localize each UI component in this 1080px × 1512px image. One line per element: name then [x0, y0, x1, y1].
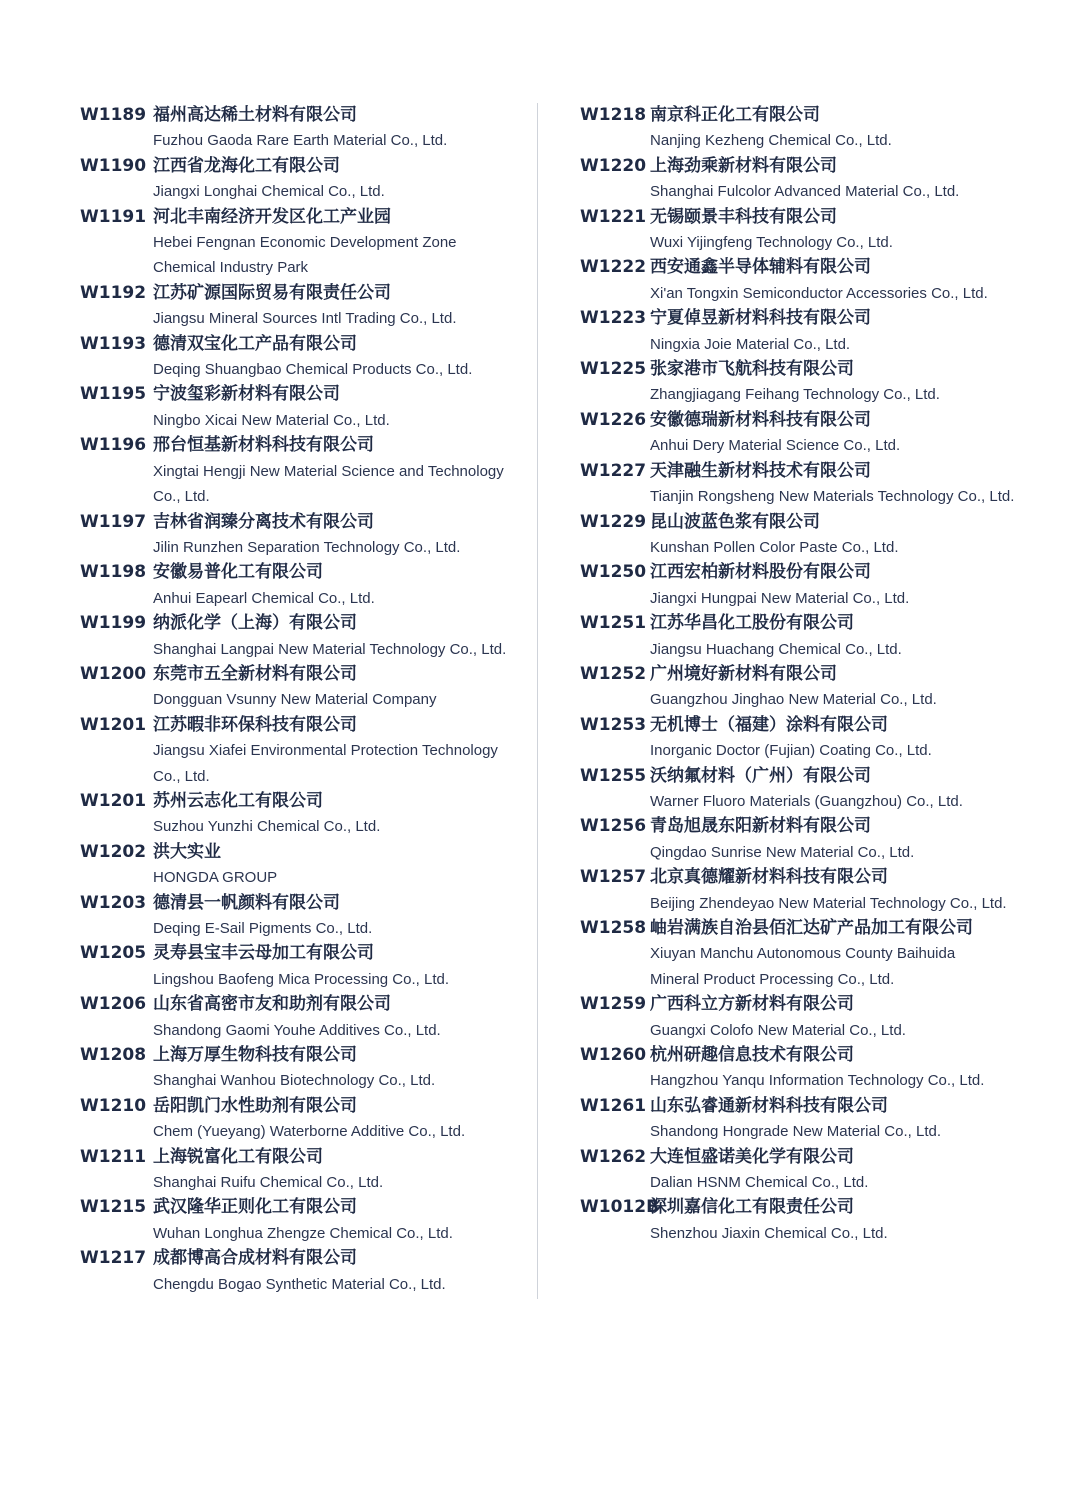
booth-code-text: W1225 [580, 359, 647, 380]
company-name-english: Inorganic Doctor (Fujian) Coating Co., Ltd. [650, 742, 932, 760]
booth-code-text: W1261 [580, 1095, 647, 1116]
company-name-english: Wuxi Yijingfeng Technology Co., Ltd. [650, 234, 893, 252]
booth-code [552, 1094, 650, 1119]
company-name-english: Ningxia Joie Material Co., Ltd. [650, 335, 851, 353]
company-names [153, 891, 530, 942]
company-names [650, 255, 1027, 306]
company-name-english: Shanghai Ruifu Chemical Co., Ltd. [153, 1174, 384, 1192]
company-names [650, 865, 1027, 916]
booth-code: W1201 [80, 714, 147, 735]
company-name-english: Wuhan Longhua Zhengze Chemical Co., Ltd. [153, 1224, 453, 1242]
company-name-chinese: 深圳嘉信化工有限责任公司 [650, 1197, 854, 1218]
booth-code [552, 103, 650, 128]
exhibitor-entry [552, 814, 1027, 865]
exhibitor-entry [80, 205, 530, 281]
company-name-english: Shanghai Langpai New Material Technology Co., Ltd. [153, 640, 507, 658]
booth-code: W1196 [80, 435, 147, 456]
exhibitor-entry [552, 1195, 1027, 1246]
company-name-english: Suzhou Yunzhi Chemical Co., Ltd. [153, 818, 381, 836]
booth-code-text: W1222 [580, 257, 647, 278]
company-name-chinese: 山东省高密市友和助剂有限公司 [153, 994, 391, 1015]
exhibitor-entry [80, 1094, 530, 1145]
company-name-chinese: 西安通鑫半导体辅料有限公司 [650, 257, 871, 278]
company-names [153, 713, 530, 789]
company-names [650, 357, 1027, 408]
exhibitor-entry [80, 103, 530, 154]
company-names [153, 560, 530, 611]
booth-code: W1210 [80, 1095, 147, 1116]
company-name-english: Jiangxi Longhai Chemical Co., Ltd. [153, 183, 385, 201]
company-name-english: Guangzhou Jinghao New Material Co., Ltd. [650, 691, 937, 709]
exhibitor-entry [552, 560, 1027, 611]
booth-code: W1205 [80, 943, 147, 964]
company-name-chinese: 河北丰南经济开发区化工产业园 [153, 206, 391, 227]
right-column [552, 103, 1027, 1246]
exhibitor-entry [80, 662, 530, 713]
booth-code-text: W1221 [580, 206, 647, 227]
company-names [650, 459, 1027, 510]
company-names [153, 662, 530, 713]
booth-code: W1197 [80, 511, 147, 532]
booth-code [552, 713, 650, 738]
company-name-chinese: 江苏矿源国际贸易有限责任公司 [153, 282, 391, 303]
company-name-english: Chem (Yueyang) Waterborne Additive Co., Ltd. [153, 1123, 466, 1141]
booth-code [552, 510, 650, 535]
company-names [153, 103, 530, 154]
booth-code: W1200 [80, 663, 147, 684]
exhibitor-entry [80, 789, 530, 840]
company-name-chinese: 安徽易普化工有限公司 [153, 562, 323, 583]
company-name-chinese: 上海锐富化工有限公司 [153, 1146, 323, 1167]
exhibitor-entry [552, 255, 1027, 306]
exhibitor-entry [80, 891, 530, 942]
exhibitor-entry [552, 408, 1027, 459]
exhibitor-entry [552, 662, 1027, 713]
booth-code [552, 916, 650, 941]
exhibitor-entry [552, 103, 1027, 154]
company-name-chinese: 武汉隆华正则化工有限公司 [153, 1197, 357, 1218]
column-divider [537, 103, 538, 1299]
booth-code-text: W1258 [580, 918, 647, 938]
booth-code: W1198 [80, 562, 147, 583]
company-name-english: Jiangxi Hungpai New Material Co., Ltd. [650, 589, 910, 607]
booth-code-text: W1253 [580, 714, 647, 735]
company-name-english: Xiuyan Manchu Autonomous County Baihuida Mineral Product Processing Co., Ltd. [650, 945, 956, 988]
company-name-chinese: 福州高达稀土材料有限公司 [153, 105, 357, 125]
exhibitor-entry [80, 510, 530, 561]
company-names [153, 1145, 530, 1196]
booth-code-text: W1256 [580, 816, 647, 837]
company-name-english: Chengdu Bogao Synthetic Material Co., Ltd. [153, 1275, 446, 1293]
company-name-english: Deqing E-Sail Pigments Co., Ltd. [153, 920, 373, 937]
exhibitor-entry [552, 1145, 1027, 1196]
company-names [650, 764, 1027, 815]
company-name-chinese: 成都博高合成材料有限公司 [153, 1248, 357, 1269]
company-name-english: Deqing Shuangbao Chemical Products Co., Ltd. [153, 361, 473, 379]
company-name-chinese: 上海劲乘新材料有限公司 [650, 155, 837, 176]
booth-code-text: W1220 [580, 155, 647, 176]
exhibitor-entry [552, 306, 1027, 357]
booth-code: W1190 [80, 155, 147, 176]
exhibitor-entry [80, 611, 530, 662]
booth-code [552, 764, 650, 789]
company-name-chinese: 德清双宝化工产品有限公司 [153, 333, 357, 354]
company-name-chinese: 广西科立方新材料有限公司 [650, 994, 854, 1015]
company-name-chinese: 大连恒盛诺美化学有限公司 [650, 1146, 854, 1167]
booth-code [552, 154, 650, 179]
booth-code-text: W1012B [580, 1197, 660, 1218]
company-names [153, 992, 530, 1043]
left-column [80, 103, 530, 1297]
booth-code-text: W1218 [580, 105, 647, 125]
booth-code: W1202 [80, 841, 147, 862]
company-name-english: Xi'an Tongxin Semiconductor Accessories Co., Ltd. [650, 284, 988, 302]
company-names [153, 1246, 530, 1297]
company-names [650, 1094, 1027, 1145]
exhibitor-entry [552, 510, 1027, 561]
booth-code-text: W1260 [580, 1045, 647, 1066]
booth-code-text: W1250 [580, 562, 647, 583]
company-name-english: Zhangjiagang Feihang Technology Co., Ltd. [650, 386, 940, 404]
company-name-chinese: 南京科正化工有限公司 [650, 105, 820, 125]
booth-code [552, 1043, 650, 1068]
company-names [650, 713, 1027, 764]
company-names [650, 205, 1027, 256]
booth-code [552, 459, 650, 484]
company-name-chinese: 江西宏柏新材料股份有限公司 [650, 562, 871, 583]
booth-code: W1199 [80, 613, 147, 634]
exhibitor-entry [552, 916, 1027, 992]
company-name-english: Jiangsu Xiafei Environmental Protection Technology Co., Ltd. [153, 742, 498, 785]
company-name-chinese: 青岛旭晟东阳新材料有限公司 [650, 816, 871, 837]
company-name-english: Anhui Dery Material Science Co., Ltd. [650, 437, 901, 455]
booth-code [552, 560, 650, 585]
company-name-english: Nanjing Kezheng Chemical Co., Ltd. [650, 132, 892, 150]
booth-code: W1211 [80, 1146, 147, 1167]
company-name-english: Qingdao Sunrise New Material Co., Ltd. [650, 843, 915, 861]
company-name-english: Fuzhou Gaoda Rare Earth Material Co., Ltd. [153, 132, 448, 150]
exhibitor-entry [552, 713, 1027, 764]
exhibitor-entry [552, 357, 1027, 408]
company-names [650, 560, 1027, 611]
booth-code: W1201 [80, 790, 147, 811]
company-name-chinese: 灵寿县宝丰云母加工有限公司 [153, 943, 374, 964]
company-name-english: Lingshou Baofeng Mica Processing Co., Ltd. [153, 970, 450, 988]
exhibitor-entry [552, 764, 1027, 815]
booth-code-text: W1251 [580, 613, 647, 634]
exhibitor-entry [552, 459, 1027, 510]
company-name-english: Jiangsu Mineral Sources Intl Trading Co., Ltd. [153, 310, 457, 328]
company-name-english: Shandong Gaomi Youhe Additives Co., Ltd. [153, 1021, 441, 1039]
booth-code: W1208 [80, 1045, 147, 1066]
company-name-english: Shandong Hongrade New Material Co., Ltd. [650, 1123, 942, 1141]
booth-code: W1203 [80, 892, 147, 913]
company-name-chinese: 东莞市五全新材料有限公司 [153, 663, 357, 684]
booth-code [552, 611, 650, 636]
company-names [153, 1094, 530, 1145]
company-name-chinese: 杭州研趣信息技术有限公司 [650, 1045, 854, 1066]
company-names [153, 332, 530, 383]
exhibitor-entry [80, 433, 530, 509]
exhibitor-entry [552, 611, 1027, 662]
company-name-english: Shanghai Wanhou Biotechnology Co., Ltd. [153, 1072, 436, 1090]
company-names [650, 1195, 1027, 1246]
company-name-chinese: 邢台恒基新材料科技有限公司 [153, 435, 374, 456]
exhibitor-entry [80, 941, 530, 992]
company-names [650, 916, 1027, 992]
company-name-chinese: 德清县一帆颜料有限公司 [153, 892, 340, 913]
booth-code [552, 865, 650, 890]
company-names [153, 840, 530, 891]
company-name-chinese: 天津融生新材料技术有限公司 [650, 460, 871, 481]
company-names [153, 205, 530, 281]
exhibitor-entry [80, 992, 530, 1043]
company-name-english: Beijing Zhendeyao New Material Technology Co., Ltd. [650, 894, 1007, 912]
booth-code-text: W1262 [580, 1146, 647, 1167]
company-names [650, 103, 1027, 154]
company-names [650, 1145, 1027, 1196]
company-names [650, 408, 1027, 459]
company-name-chinese: 江苏暇非环保科技有限公司 [153, 714, 357, 735]
company-name-english: HONGDA GROUP [153, 869, 278, 887]
booth-code: W1191 [80, 206, 147, 227]
company-name-chinese: 张家港市飞航科技有限公司 [650, 359, 854, 380]
booth-code-text: W1257 [580, 867, 647, 888]
company-name-chinese: 昆山波蓝色浆有限公司 [650, 511, 820, 532]
company-name-english: Ningbo Xicai New Material Co., Ltd. [153, 411, 390, 429]
exhibitor-entry [80, 332, 530, 383]
company-names [153, 1043, 530, 1094]
booth-code-text: W1252 [580, 663, 647, 684]
company-name-english: Hebei Fengnan Economic Development Zone Chemical Industry Park [153, 234, 457, 277]
company-name-chinese: 江西省龙海化工有限公司 [153, 155, 340, 176]
company-names [650, 992, 1027, 1043]
booth-code-text: W1226 [580, 409, 647, 430]
company-name-chinese: 吉林省润臻分离技术有限公司 [153, 511, 374, 532]
exhibitor-entry [80, 154, 530, 205]
booth-code [552, 255, 650, 280]
company-name-chinese: 苏州云志化工有限公司 [153, 790, 323, 811]
booth-code [552, 992, 650, 1017]
company-names [650, 1043, 1027, 1094]
exhibitor-entry [552, 205, 1027, 256]
company-name-chinese: 安徽德瑞新材料科技有限公司 [650, 409, 871, 430]
exhibitor-entry [80, 1195, 530, 1246]
booth-code [552, 408, 650, 433]
company-name-chinese: 岳阳凯门水性助剂有限公司 [153, 1095, 357, 1116]
company-name-chinese: 无机博士（福建）涂料有限公司 [650, 714, 888, 735]
exhibitor-entry [80, 1043, 530, 1094]
company-name-english: Jilin Runzhen Separation Technology Co., Ltd. [153, 538, 461, 556]
company-name-english: Shanghai Fulcolor Advanced Material Co., Ltd. [650, 183, 960, 201]
booth-code-text: W1229 [580, 511, 647, 532]
company-name-chinese: 宁波玺彩新材料有限公司 [153, 384, 340, 405]
booth-code-text: W1227 [580, 460, 647, 481]
booth-code: W1195 [80, 384, 147, 405]
booth-code-text: W1255 [580, 765, 647, 786]
booth-code: W1217 [80, 1248, 147, 1269]
company-names [650, 814, 1027, 865]
company-name-english: Hangzhou Yanqu Information Technology Co., Ltd. [650, 1072, 985, 1090]
booth-code: W1189 [80, 105, 147, 125]
company-name-chinese: 沃纳氟材料（广州）有限公司 [650, 765, 871, 786]
booth-code: W1215 [80, 1197, 147, 1218]
company-names [153, 382, 530, 433]
booth-code [552, 357, 650, 382]
company-name-chinese: 洪大实业 [153, 841, 221, 862]
company-name-chinese: 无锡颐景丰科技有限公司 [650, 206, 837, 227]
company-name-chinese: 宁夏倬昱新材料科技有限公司 [650, 308, 871, 329]
company-name-chinese: 山东弘睿通新材料科技有限公司 [650, 1095, 888, 1116]
exhibitor-entry [80, 713, 530, 789]
company-names [153, 281, 530, 332]
company-names [153, 789, 530, 840]
booth-code [552, 306, 650, 331]
company-names [650, 611, 1027, 662]
exhibitor-entry [80, 1246, 530, 1297]
booth-code: W1206 [80, 994, 147, 1015]
company-name-chinese: 广州境好新材料有限公司 [650, 663, 837, 684]
company-name-english: Dongguan Vsunny New Material Company [153, 691, 437, 709]
company-names [650, 154, 1027, 205]
company-names [650, 306, 1027, 357]
company-names [153, 510, 530, 561]
company-name-english: Kunshan Pollen Color Paste Co., Ltd. [650, 538, 899, 556]
exhibitor-entry [80, 840, 530, 891]
company-name-english: Guangxi Colofo New Material Co., Ltd. [650, 1021, 906, 1039]
company-names [153, 941, 530, 992]
booth-code [552, 1195, 660, 1220]
booth-code [552, 205, 650, 230]
booth-code-text: W1223 [580, 308, 647, 329]
booth-code [552, 1145, 650, 1170]
exhibitor-entry [552, 992, 1027, 1043]
exhibitor-entry [552, 1043, 1027, 1094]
exhibitor-entry [80, 560, 530, 611]
exhibitor-entry [552, 154, 1027, 205]
company-names [153, 1195, 530, 1246]
company-names [153, 154, 530, 205]
company-name-chinese: 上海万厚生物科技有限公司 [153, 1045, 357, 1066]
company-name-english: Tianjin Rongsheng New Materials Technology Co., Ltd. [650, 488, 1015, 506]
booth-code [552, 662, 650, 687]
company-name-english: Dalian HSNM Chemical Co., Ltd. [650, 1174, 869, 1192]
booth-code [552, 814, 650, 839]
booth-code: W1193 [80, 333, 147, 354]
company-name-chinese: 北京真德耀新材料科技有限公司 [650, 867, 888, 888]
company-names [650, 662, 1027, 713]
exhibitor-entry [552, 865, 1027, 916]
exhibitor-entry [80, 382, 530, 433]
company-name-english: Shenzhou Jiaxin Chemical Co., Ltd. [650, 1224, 888, 1242]
company-name-english: Jiangsu Huachang Chemical Co., Ltd. [650, 640, 902, 658]
company-name-chinese: 纳派化学（上海）有限公司 [153, 613, 357, 634]
booth-code: W1192 [80, 282, 147, 303]
booth-code-text: W1259 [580, 994, 647, 1015]
company-name-chinese: 江苏华昌化工股份有限公司 [650, 613, 854, 634]
company-name-english: Warner Fluoro Materials (Guangzhou) Co., Ltd. [650, 792, 963, 810]
exhibitor-entry [80, 1145, 530, 1196]
exhibitor-entry [80, 281, 530, 332]
company-name-english: Xingtai Hengji New Material Science and Technology Co., Ltd. [153, 462, 504, 506]
company-names [153, 611, 530, 662]
company-names [153, 433, 530, 509]
company-names [650, 510, 1027, 561]
exhibitor-entry [552, 1094, 1027, 1145]
company-name-english: Anhui Eapearl Chemical Co., Ltd. [153, 589, 375, 607]
company-name-chinese: 岫岩满族自治县佰汇达矿产品加工有限公司 [650, 918, 973, 938]
